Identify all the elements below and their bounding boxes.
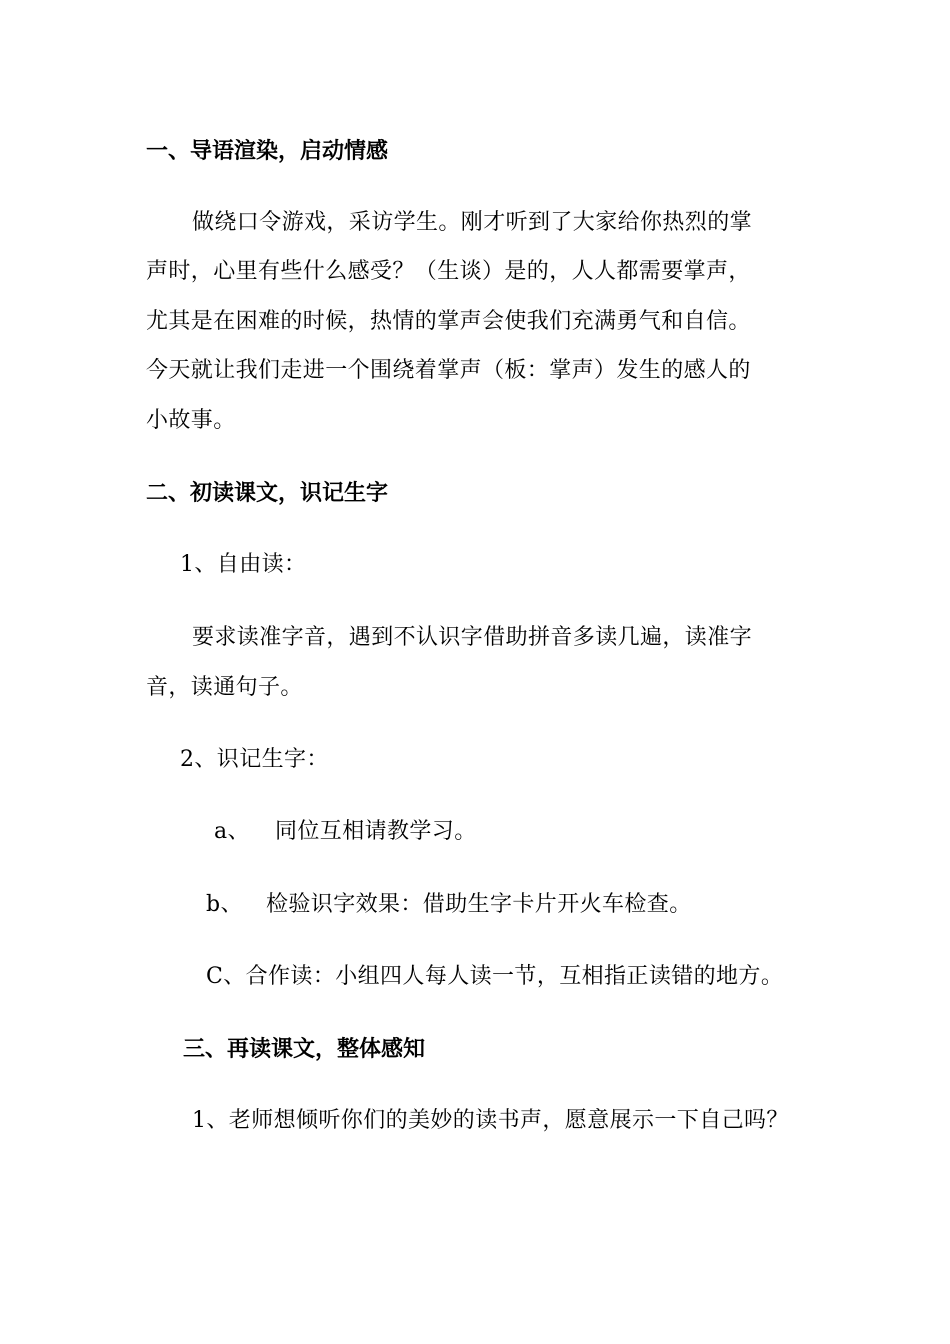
list-item-a: 同位互相请教学习。 [275,819,477,844]
paragraph-line: 今天就让我们走进一个围绕着掌声（板：掌声）发生的感人的 [146,358,751,383]
list-marker-b: b、 [206,892,243,917]
paragraph-line: 音，读通句子。 [146,675,303,700]
step-title: 2、识记生字： [180,747,329,772]
section-heading-2: 二、初读课文，识记生字 [146,481,389,506]
step-text: 1、老师想倾听你们的美妙的读书声，愿意展示一下自己吗？ [192,1108,789,1133]
paragraph-line: 小故事。 [146,408,236,433]
list-item-c: C、合作读：小组四人每人读一节，互相指正读错的地方。 [206,964,784,989]
paragraph-line: 声时，心里有些什么感受？（生谈）是的，人人都需要掌声， [146,259,751,284]
list-item-b: 检验识字效果：借助生字卡片开火车检查。 [266,892,692,917]
paragraph-line: 做绕口令游戏，采访学生。刚才听到了大家给你热烈的掌 [192,210,753,235]
paragraph-line: 要求读准字音，遇到不认识字借助拼音多读几遍，读准字 [192,625,753,650]
step-title: 1、自由读： [180,552,307,577]
list-marker-a: a、 [214,819,250,844]
section-heading-3: 三、再读课文，整体感知 [183,1037,426,1062]
section-heading-1: 一、导语渲染，启动情感 [146,139,389,164]
paragraph-line: 尤其是在困难的时候，热情的掌声会使我们充满勇气和自信。 [146,309,751,334]
